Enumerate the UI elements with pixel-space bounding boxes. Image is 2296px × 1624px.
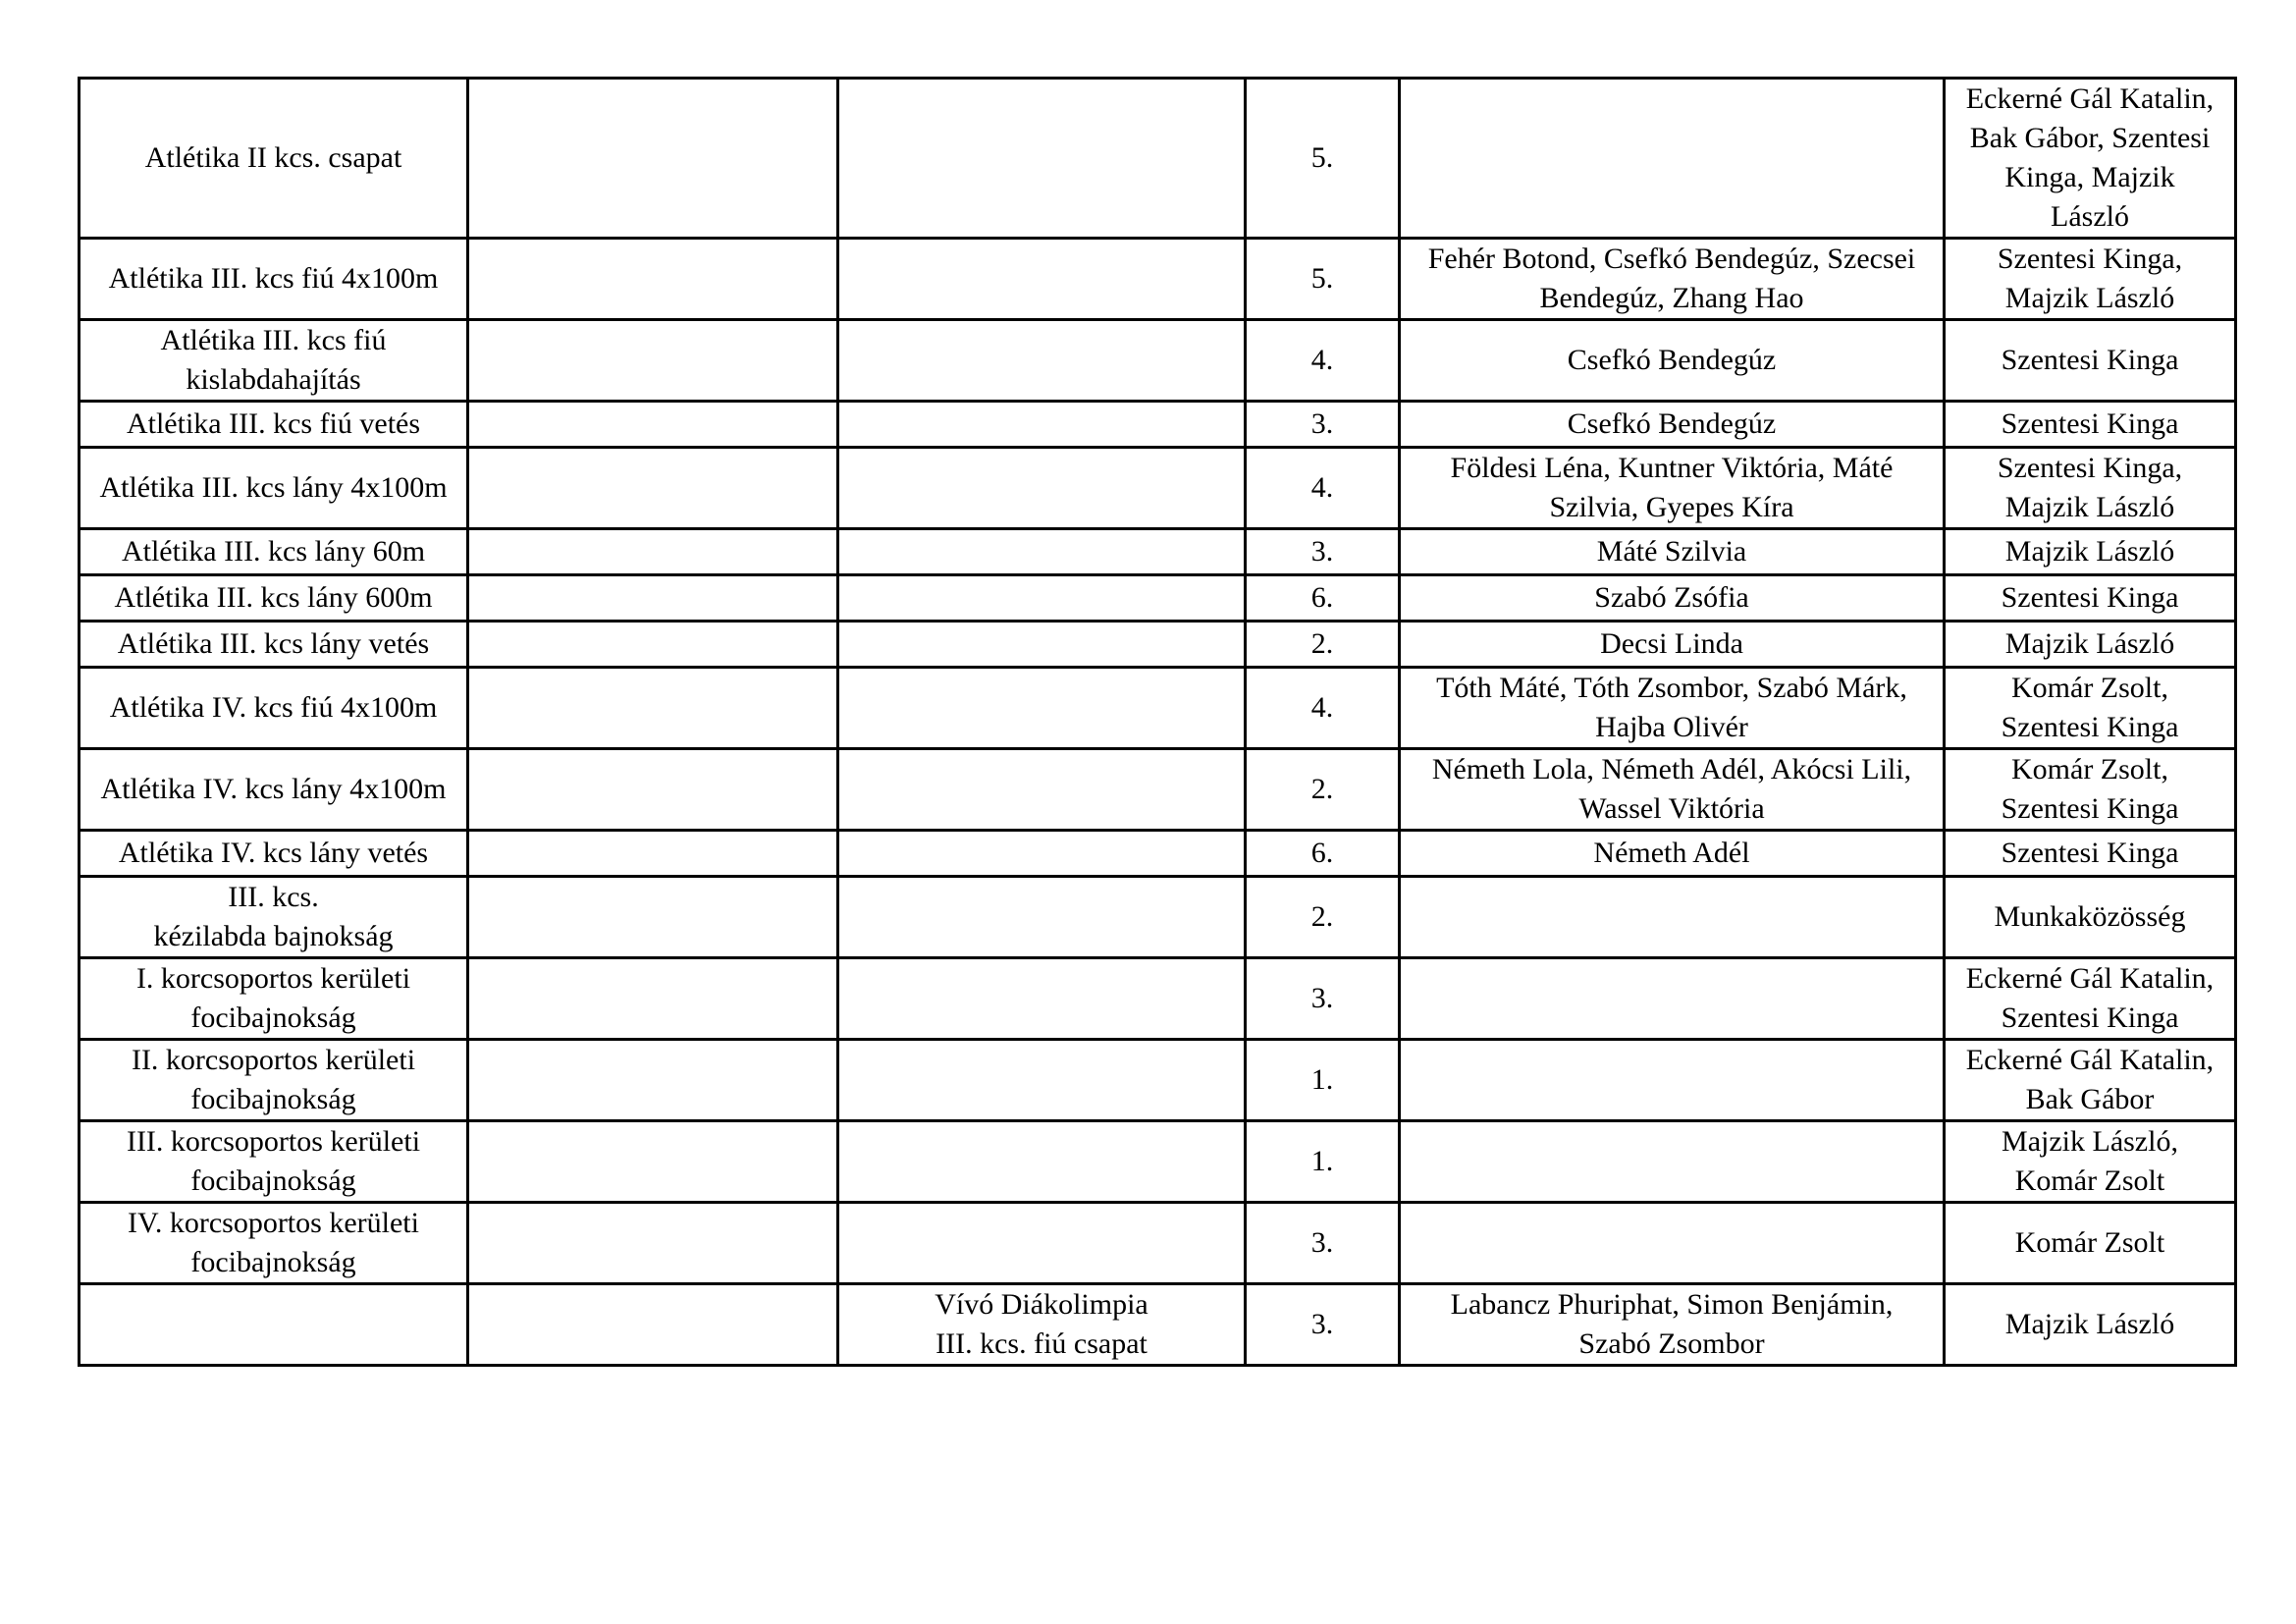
- results-table: [78, 77, 2237, 1367]
- teachers-cell: Szentesi Kinga, Majzik László: [1945, 448, 2236, 529]
- event-cell: [838, 877, 1246, 958]
- empty-cell: [468, 1203, 838, 1284]
- event-cell: [838, 1203, 1246, 1284]
- place-cell: 3.: [1246, 1203, 1400, 1284]
- event-cell: [838, 79, 1246, 239]
- place-cell: 5.: [1246, 239, 1400, 320]
- students-cell: Földesi Léna, Kuntner Viktória, Máté Szilvia, Gyepes Kíra: [1400, 448, 1945, 529]
- event-cell: [838, 622, 1246, 668]
- event-cell: [838, 448, 1246, 529]
- place-cell: 4.: [1246, 668, 1400, 749]
- teachers-cell: Majzik László: [1945, 529, 2236, 575]
- table-row: [80, 320, 2236, 402]
- students-cell: [1400, 1040, 1945, 1121]
- students-cell: [1400, 79, 1945, 239]
- competition-cell: Atlétika IV. kcs lány vetés: [80, 831, 468, 877]
- table-row: [80, 79, 2236, 239]
- empty-cell: [468, 622, 838, 668]
- students-cell: Tóth Máté, Tóth Zsombor, Szabó Márk, Hajba Olivér: [1400, 668, 1945, 749]
- place-cell: 3.: [1246, 529, 1400, 575]
- students-cell: [1400, 958, 1945, 1040]
- competition-cell: Atlétika III. kcs fiú vetés: [80, 402, 468, 448]
- event-cell: [838, 320, 1246, 402]
- event-cell: [838, 668, 1246, 749]
- teachers-cell: Szentesi Kinga: [1945, 402, 2236, 448]
- place-cell: 3.: [1246, 958, 1400, 1040]
- table-row: [80, 1203, 2236, 1284]
- teachers-cell: Majzik László: [1945, 622, 2236, 668]
- empty-cell: [468, 529, 838, 575]
- event-cell: [838, 831, 1246, 877]
- competition-cell: III. kcs. kézilabda bajnokság: [80, 877, 468, 958]
- students-cell: [1400, 1121, 1945, 1203]
- teachers-cell: Eckerné Gál Katalin, Bak Gábor: [1945, 1040, 2236, 1121]
- empty-cell: [468, 79, 838, 239]
- event-cell: [838, 749, 1246, 831]
- table-row: [80, 529, 2236, 575]
- place-cell: 5.: [1246, 79, 1400, 239]
- event-cell: [838, 529, 1246, 575]
- competition-cell: Atlétika III. kcs lány 600m: [80, 575, 468, 622]
- competition-cell: III. korcsoportos kerületi focibajnokság: [80, 1121, 468, 1203]
- students-cell: Csefkó Bendegúz: [1400, 402, 1945, 448]
- empty-cell: [468, 1040, 838, 1121]
- event-cell: Vívó Diákolimpia III. kcs. fiú csapat: [838, 1284, 1246, 1366]
- teachers-cell: Szentesi Kinga: [1945, 320, 2236, 402]
- students-cell: Csefkó Bendegúz: [1400, 320, 1945, 402]
- event-cell: [838, 575, 1246, 622]
- place-cell: 6.: [1246, 575, 1400, 622]
- teachers-cell: Eckerné Gál Katalin, Szentesi Kinga: [1945, 958, 2236, 1040]
- table-row: [80, 1040, 2236, 1121]
- place-cell: 2.: [1246, 877, 1400, 958]
- table-row: [80, 958, 2236, 1040]
- place-cell: 6.: [1246, 831, 1400, 877]
- empty-cell: [468, 877, 838, 958]
- empty-cell: [468, 1121, 838, 1203]
- place-cell: 1.: [1246, 1121, 1400, 1203]
- empty-cell: [468, 668, 838, 749]
- empty-cell: [468, 831, 838, 877]
- table-row: [80, 877, 2236, 958]
- competition-cell: Atlétika II kcs. csapat: [80, 79, 468, 239]
- teachers-cell: Szentesi Kinga: [1945, 575, 2236, 622]
- empty-cell: [468, 958, 838, 1040]
- table-row: [80, 668, 2236, 749]
- competition-cell: II. korcsoportos kerületi focibajnokság: [80, 1040, 468, 1121]
- teachers-cell: Szentesi Kinga, Majzik László: [1945, 239, 2236, 320]
- empty-cell: [468, 402, 838, 448]
- students-cell: Labancz Phuriphat, Simon Benjámin, Szabó Zsombor: [1400, 1284, 1945, 1366]
- event-cell: [838, 958, 1246, 1040]
- students-cell: Szabó Zsófia: [1400, 575, 1945, 622]
- table-row: [80, 622, 2236, 668]
- competition-cell: Atlétika III. kcs fiú kislabdahajítás: [80, 320, 468, 402]
- teachers-cell: Munkaközösség: [1945, 877, 2236, 958]
- empty-cell: [468, 320, 838, 402]
- teachers-cell: Komár Zsolt, Szentesi Kinga: [1945, 749, 2236, 831]
- competition-cell: Atlétika IV. kcs fiú 4x100m: [80, 668, 468, 749]
- students-cell: [1400, 1203, 1945, 1284]
- event-cell: [838, 1121, 1246, 1203]
- table-row: [80, 239, 2236, 320]
- event-cell: [838, 402, 1246, 448]
- competition-cell: Atlétika IV. kcs lány 4x100m: [80, 749, 468, 831]
- competition-cell: Atlétika III. kcs lány vetés: [80, 622, 468, 668]
- place-cell: 1.: [1246, 1040, 1400, 1121]
- competition-cell: Atlétika III. kcs lány 4x100m: [80, 448, 468, 529]
- empty-cell: [468, 239, 838, 320]
- place-cell: 2.: [1246, 749, 1400, 831]
- competition-cell: Atlétika III. kcs lány 60m: [80, 529, 468, 575]
- table-row: [80, 448, 2236, 529]
- event-cell: [838, 1040, 1246, 1121]
- empty-cell: [468, 1284, 838, 1366]
- table-row: [80, 575, 2236, 622]
- empty-cell: [468, 575, 838, 622]
- table-row: [80, 831, 2236, 877]
- teachers-cell: Majzik László, Komár Zsolt: [1945, 1121, 2236, 1203]
- table-row: [80, 749, 2236, 831]
- teachers-cell: Komár Zsolt, Szentesi Kinga: [1945, 668, 2236, 749]
- place-cell: 4.: [1246, 448, 1400, 529]
- students-cell: Németh Adél: [1400, 831, 1945, 877]
- students-cell: [1400, 877, 1945, 958]
- students-cell: Decsi Linda: [1400, 622, 1945, 668]
- table-row: [80, 1284, 2236, 1366]
- teachers-cell: Majzik László: [1945, 1284, 2236, 1366]
- place-cell: 2.: [1246, 622, 1400, 668]
- table-row: [80, 402, 2236, 448]
- event-cell: [838, 239, 1246, 320]
- competition-cell: I. korcsoportos kerületi focibajnokság: [80, 958, 468, 1040]
- place-cell: 4.: [1246, 320, 1400, 402]
- students-cell: Németh Lola, Németh Adél, Akócsi Lili, Wassel Viktória: [1400, 749, 1945, 831]
- teachers-cell: Szentesi Kinga: [1945, 831, 2236, 877]
- competition-cell: IV. korcsoportos kerületi focibajnokság: [80, 1203, 468, 1284]
- teachers-cell: Eckerné Gál Katalin, Bak Gábor, Szentesi Kinga, Majzik László: [1945, 79, 2236, 239]
- students-cell: Máté Szilvia: [1400, 529, 1945, 575]
- empty-cell: [468, 448, 838, 529]
- competition-cell: [80, 1284, 468, 1366]
- place-cell: 3.: [1246, 1284, 1400, 1366]
- table-row: [80, 1121, 2236, 1203]
- empty-cell: [468, 749, 838, 831]
- teachers-cell: Komár Zsolt: [1945, 1203, 2236, 1284]
- students-cell: Fehér Botond, Csefkó Bendegúz, Szecsei Bendegúz, Zhang Hao: [1400, 239, 1945, 320]
- place-cell: 3.: [1246, 402, 1400, 448]
- competition-cell: Atlétika III. kcs fiú 4x100m: [80, 239, 468, 320]
